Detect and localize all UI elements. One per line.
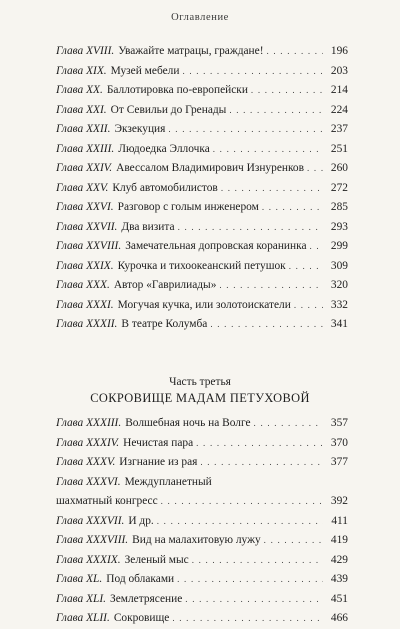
dot-leader (307, 159, 323, 179)
running-head: Оглавление (171, 12, 229, 23)
chapter-title: Клуб автомобилистов (112, 181, 218, 194)
page-number: 341 (330, 318, 348, 330)
toc-entry (56, 512, 348, 532)
dot-leader (262, 198, 323, 218)
dot-leader (178, 218, 323, 238)
dot-leader (213, 140, 323, 160)
dot-leader (168, 120, 323, 140)
chapter-title: От Севильи до Гренады (110, 103, 227, 116)
chapter-label: Глава XXXIII. (56, 417, 122, 429)
dot-leader (289, 257, 323, 277)
toc-entry (56, 453, 348, 473)
chapter-label: Глава XXXI. (56, 298, 114, 311)
dot-leader (200, 453, 323, 473)
page-number: 196 (330, 45, 348, 57)
dot-leader (172, 609, 323, 629)
chapter-title: Разговор с голым инженером (117, 201, 259, 213)
dot-leader (210, 315, 323, 335)
dot-leader (267, 42, 324, 62)
dot-leader (219, 276, 323, 296)
toc-list-part-two (56, 42, 348, 335)
chapter-label: Глава XLI. (56, 592, 107, 605)
page-number: 309 (330, 259, 348, 272)
toc-entry (56, 218, 348, 238)
chapter-label: Глава XLII. (56, 612, 110, 624)
dot-leader (264, 531, 323, 551)
page-number: 429 (330, 553, 348, 566)
chapter-title: Два визита (121, 220, 175, 233)
toc-entry (56, 531, 348, 551)
chapter-label: Глава XXXIX. (56, 553, 121, 566)
chapter-title: Музей мебели (110, 64, 180, 77)
toc-entry (56, 570, 348, 590)
chapter-title: Экзекуция (114, 123, 166, 135)
toc-entry (56, 609, 348, 629)
page-number: 377 (330, 456, 348, 468)
toc-entry (56, 81, 348, 101)
page-number: 439 (330, 573, 348, 585)
chapter-title: Волшебная ночь на Волге (125, 417, 251, 429)
page-number: 260 (330, 162, 348, 174)
chapter-title: Могучая кучка, или золотоискатели (117, 298, 291, 311)
chapter-label: Глава XXVII. (56, 220, 118, 233)
chapter-label: Глава XXVIII. (56, 240, 122, 252)
page-number: 272 (330, 181, 348, 194)
dot-leader (196, 434, 323, 454)
chapter-label: Глава XXXVII. (56, 514, 125, 527)
toc-entry (56, 101, 348, 121)
chapter-label: Глава XXXVI. (56, 475, 121, 488)
chapter-title: Курочка и тихоокеанский петушок (117, 259, 286, 272)
chapter-title: Под облаками (106, 573, 175, 585)
page-number: 299 (330, 240, 348, 252)
toc-entry-two-line (56, 473, 348, 512)
page-number: 332 (330, 298, 348, 311)
page-number: 293 (330, 220, 348, 233)
part-label: Часть третья (169, 376, 231, 388)
toc-entry (56, 62, 348, 82)
page-number: 251 (330, 142, 348, 155)
dot-leader (251, 81, 323, 101)
chapter-label: Глава XXXVIII. (56, 534, 129, 546)
chapter-label: Глава XXX. (56, 279, 110, 291)
chapter-title: Зеленый мыс (124, 553, 189, 566)
dot-leader (182, 62, 323, 82)
dot-leader (161, 492, 323, 512)
toc-list-part-three (56, 414, 348, 629)
chapter-label: Глава XXVI. (56, 201, 114, 213)
page-number: 224 (330, 103, 348, 116)
chapter-label: Глава XVIII. (56, 45, 115, 57)
page-number: 203 (330, 64, 348, 77)
dot-leader (310, 237, 323, 257)
chapter-title-line-2: шахматный конгресс (56, 495, 158, 507)
page-number: 237 (330, 123, 348, 135)
chapter-title: Землетрясение (110, 592, 183, 605)
chapter-title: Нечистая пара (123, 436, 194, 449)
chapter-label: Глава XXIX. (56, 259, 114, 272)
chapter-label: Глава XIX. (56, 64, 107, 77)
dot-leader (229, 101, 323, 121)
chapter-label: Глава XXIII. (56, 142, 115, 155)
page-number: 320 (330, 279, 348, 291)
page-number: 370 (330, 436, 348, 449)
toc-entry (56, 551, 348, 571)
toc-entry (56, 315, 348, 335)
chapter-label: Глава XXI. (56, 103, 107, 116)
dot-leader (177, 570, 323, 590)
page-number: 357 (330, 417, 348, 429)
part-heading (0, 375, 400, 406)
toc-entry (56, 140, 348, 160)
dot-leader (221, 179, 323, 199)
page-number: 451 (330, 592, 348, 605)
toc-entry (56, 296, 348, 316)
chapter-title: Вид на малахитовую лужу (132, 534, 261, 546)
toc-entry (56, 120, 348, 140)
chapter-label: Глава XXXIV. (56, 436, 120, 449)
chapter-title: Уважайте матрацы, граждане! (118, 45, 264, 57)
toc-entry (56, 590, 348, 610)
page-number: 214 (330, 84, 348, 96)
chapter-title: Авессалом Владимирович Изнуренков (116, 162, 305, 174)
chapter-label: Глава XXII. (56, 123, 111, 135)
toc-entry (56, 257, 348, 277)
chapter-title: Замечательная допровская коранинка (125, 240, 307, 252)
chapter-label: Глава XXXV. (56, 456, 116, 468)
dot-leader (192, 551, 323, 571)
page-number: 466 (330, 612, 348, 624)
chapter-title: И др. (128, 514, 154, 527)
page-number: 411 (331, 514, 348, 527)
dot-leader (157, 512, 323, 532)
toc-entry (56, 276, 348, 296)
toc-entry (56, 42, 348, 62)
page-number: 392 (330, 495, 348, 507)
chapter-title: Людоедка Эллочка (118, 142, 210, 155)
toc-entry (56, 414, 348, 434)
chapter-title: В театре Колумба (121, 318, 208, 330)
page-number: 285 (330, 201, 348, 213)
toc-entry (56, 179, 348, 199)
chapter-title: Баллотировка по-европейски (106, 84, 248, 96)
toc-entry (56, 237, 348, 257)
chapter-title: Изгнание из рая (119, 456, 198, 468)
chapter-title-line-1: Междупланетный (124, 475, 212, 488)
chapter-title: Автор «Гаврилиады» (113, 279, 217, 291)
part-title: СОКРОВИЩЕ МАДАМ ПЕТУХОВОЙ (90, 391, 310, 405)
chapter-label: Глава XXIV. (56, 162, 113, 174)
toc-entry (56, 159, 348, 179)
toc-entry (56, 434, 348, 454)
dot-leader (254, 414, 323, 434)
dot-leader (294, 296, 323, 316)
chapter-label: Глава XXXII. (56, 318, 118, 330)
toc-entry (56, 198, 348, 218)
chapter-label: Глава XX. (56, 84, 103, 96)
chapter-title: Сокровище (113, 612, 170, 624)
chapter-label: Глава XXV. (56, 181, 109, 194)
chapter-label: Глава XL. (56, 573, 103, 585)
page-number: 419 (330, 534, 348, 546)
dot-leader (185, 590, 323, 610)
